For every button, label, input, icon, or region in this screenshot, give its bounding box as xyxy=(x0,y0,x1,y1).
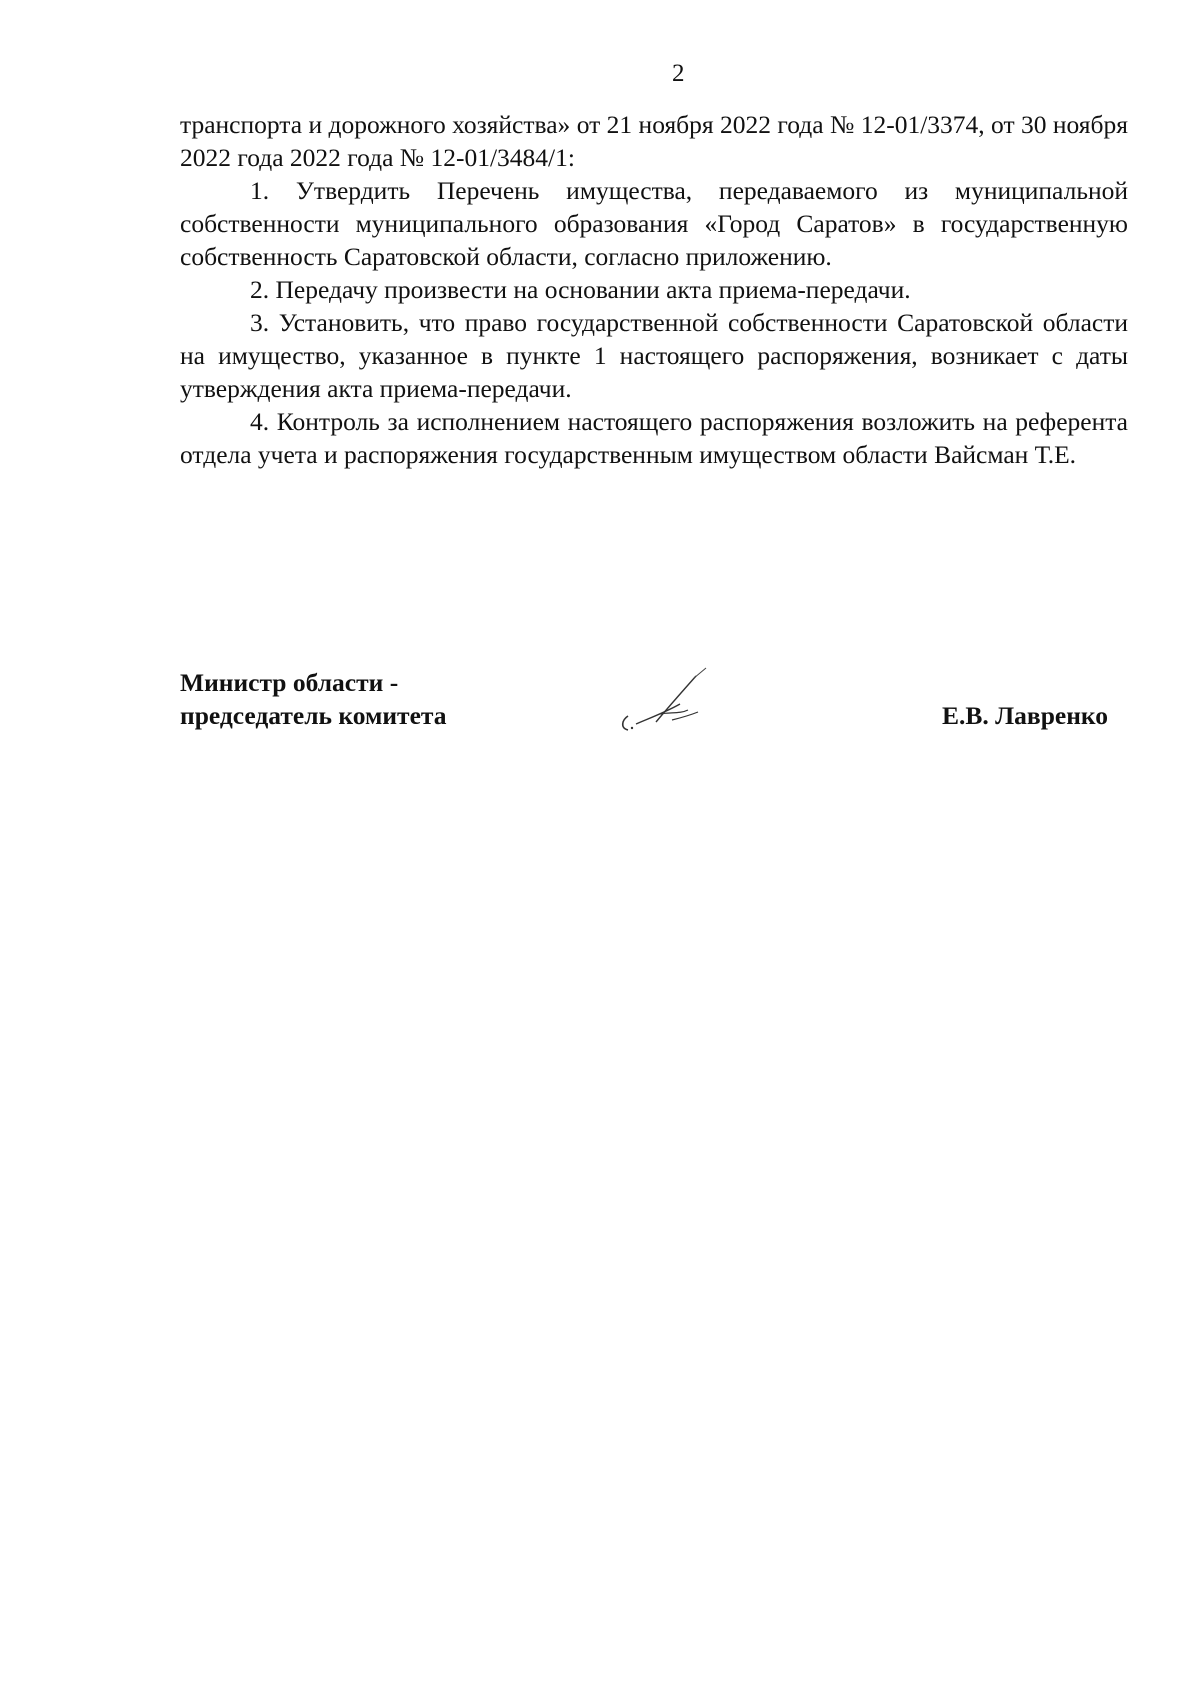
document-body xyxy=(180,108,1128,471)
paragraph-item-3: 3. Установить, что право государственной собственности Саратовской области на имущество, указанное в пункте 1 настоящего распоряжения, возникает с даты утверждения акта приема-передачи. xyxy=(180,308,1128,403)
signatory-title-line2: председатель комитета xyxy=(180,701,447,730)
handwritten-signature xyxy=(610,658,730,738)
paragraph-item-1: 1. Утвердить Перечень имущества, передаваемого из муниципальной собственности муниципального образования «Город Саратов» в государственную собственность Саратовской области, согласно приложению. xyxy=(180,176,1128,271)
signature-block xyxy=(180,666,1128,746)
signatory-title-line1: Министр области - xyxy=(180,668,399,697)
signatory-title xyxy=(180,666,446,732)
paragraph-item-2: 2. Передачу произвести на основании акта приема-передачи. xyxy=(250,275,911,304)
paragraph-item-4: 4. Контроль за исполнением настоящего распоряжения возложить на референта отдела учета и распоряжения государственным имуществом области Вайсман Т.Е. xyxy=(180,407,1128,469)
page-number: 2 xyxy=(672,60,685,87)
paragraph-continuation: транспорта и дорожного хозяйства» от 21 ноября 2022 года № 12-01/3374, от 30 ноября 2022 года 2022 года № 12-01/3484/1: xyxy=(180,110,1128,172)
signatory-name: Е.В. Лавренко xyxy=(942,701,1108,730)
